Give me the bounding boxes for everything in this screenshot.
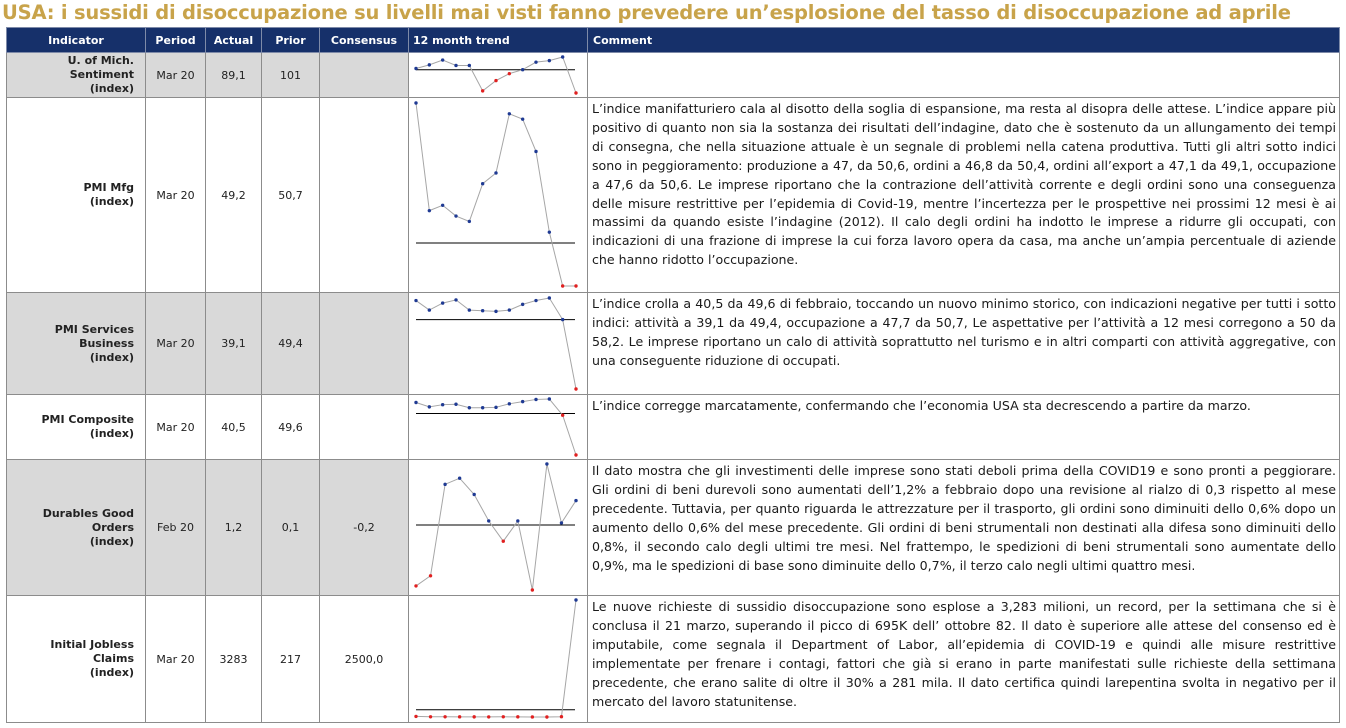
trend-point	[531, 715, 534, 718]
trend-point	[481, 406, 484, 409]
trend-point	[534, 150, 537, 153]
prior-cell: 50,7	[262, 98, 320, 293]
comment-cell	[588, 53, 1340, 98]
trend-point	[521, 400, 524, 403]
trend-point	[574, 453, 577, 456]
trend-cell	[409, 395, 588, 460]
trend-point	[521, 117, 524, 120]
consensus-cell	[320, 395, 409, 460]
trend-point	[428, 405, 431, 408]
indicator-cell	[7, 53, 146, 98]
trend-point	[443, 483, 446, 486]
consensus-cell: 2500,0	[320, 596, 409, 723]
trend-point	[454, 64, 457, 67]
header-consensus: Consensus	[320, 28, 409, 53]
trend-point	[502, 540, 505, 543]
sparkline-chart	[409, 98, 588, 293]
table-row	[7, 98, 1340, 293]
trend-point	[428, 308, 431, 311]
trend-point	[443, 715, 446, 718]
trend-cell	[409, 596, 588, 723]
indicator-name: PMI Services	[54, 322, 134, 336]
header-prior: Prior	[262, 28, 320, 53]
trend-point	[561, 413, 564, 416]
actual-cell: 3283	[206, 596, 262, 723]
trend-point	[548, 230, 551, 233]
indicator-name-line2: Claims	[92, 652, 134, 665]
indicator-cell	[7, 395, 146, 460]
trend-point	[561, 284, 564, 287]
trend-point	[521, 303, 524, 306]
trend-point	[468, 308, 471, 311]
actual-cell: 89,1	[206, 53, 262, 98]
trend-point	[454, 298, 457, 301]
trend-point	[414, 401, 417, 404]
indicator-unit: (index)	[89, 534, 134, 548]
trend-point	[472, 715, 475, 718]
indicator-name: U. of Mich. Sentiment	[67, 54, 134, 81]
header-comment: Comment	[588, 28, 1340, 53]
consensus-cell	[320, 53, 409, 98]
page-title: USA: i sussidi di disoccupazione su livelli mai visti fanno prevedere un’esplosione del tasso di disoccupazione ad aprile	[2, 1, 1291, 24]
actual-cell: 1,2	[206, 460, 262, 596]
trend-point	[560, 521, 563, 524]
comment-cell: L’indice manifatturiero cala al disotto della soglia di espansione, ma resta al disopra delle attese. L’indice appare più positivo di quanto non sia la sostanza dei risultati dell’indagine, dato che è sostenuto da un allungamento dei tempi di consegna, che nella situazione attuale è un segnale di problemi nella catena produttiva. Tutti gli altri sotto indici sono in peggioramento: produzione a 47, da 50,6, ordini a 46,8 da 50,4, ordini all’export a 47,1 da 49,1, occupazione a 47,6 da 50,6. Le imprese riportano che la contrazione dell’attività corrente e degli ordini sono una conseguenza delle misure restrittive per l’epidemia di Covid-19, mentre l’incertezza per le prospettive nei prossimi 12 mesi è ai massimi da quando esiste l’indagine (2012). Il calo degli ordini ha indotto le imprese a ridurre gli occupati, con indicazioni di una frazione di imprese la cui forza lavoro opera da casa, ma anche un’ampia percentuale di aziende che hanno ridotto l’occupazione.	[588, 98, 1340, 293]
period-cell: Mar 20	[146, 596, 206, 723]
actual-cell: 40,5	[206, 395, 262, 460]
indicator-unit: (index)	[89, 82, 134, 95]
consensus-cell	[320, 293, 409, 395]
trend-point	[441, 301, 444, 304]
trend-point	[441, 58, 444, 61]
trend-point	[534, 398, 537, 401]
trend-point	[574, 499, 577, 502]
trend-point	[414, 715, 417, 718]
trend-cell	[409, 293, 588, 395]
trend-point	[441, 204, 444, 207]
trend-point	[487, 715, 490, 718]
table-row	[7, 293, 1340, 395]
trend-point	[545, 715, 548, 718]
trend-point	[494, 171, 497, 174]
trend-point	[508, 72, 511, 75]
period-cell: Feb 20	[146, 460, 206, 596]
trend-point	[521, 68, 524, 71]
trend-point	[428, 209, 431, 212]
prior-cell: 101	[262, 53, 320, 98]
trend-point	[428, 63, 431, 66]
period-cell: Mar 20	[146, 293, 206, 395]
trend-point	[414, 101, 417, 104]
trend-point	[494, 79, 497, 82]
trend-point	[516, 519, 519, 522]
trend-point	[548, 59, 551, 62]
trend-point	[414, 584, 417, 587]
indicator-unit: (index)	[89, 427, 134, 440]
trend-point	[468, 64, 471, 67]
trend-point	[508, 112, 511, 115]
indicator-cell	[7, 460, 146, 596]
header-trend: 12 month trend	[409, 28, 588, 53]
indicator-unit: (index)	[89, 350, 134, 364]
trend-cell	[409, 53, 588, 98]
indicator-name: Durables Good	[42, 506, 134, 520]
trend-point	[561, 318, 564, 321]
comment-cell: L’indice corregge marcatamente, confermando che l’economia USA sta decrescendo a partire da marzo.	[588, 395, 1340, 460]
trend-point	[494, 406, 497, 409]
prior-cell: 217	[262, 596, 320, 723]
trend-point	[545, 462, 548, 465]
header-period: Period	[146, 28, 206, 53]
actual-cell: 49,2	[206, 98, 262, 293]
comment-cell: Il dato mostra che gli investimenti delle imprese sono stati deboli prima della COVID19 e sono pronti a peggiorare. Gli ordini di beni durevoli sono aumentati dell’1,2% a febbraio dopo una revisione al rialzo di 0,3 rispetto al mese precedente. Tuttavia, per quanto riguarda le attrezzature per il trasporto, gli ordini sono diminuiti dello 0,6% dopo un aumento dello 0,6% del mese precedente. Gli ordini di beni strumentali non destinati alla difesa sono diminuiti dello 0,8%, il secondo calo degli ultimi tre mesi. Nel frattempo, le spedizioni di beni strumentali sono aumentate dello 0,9%, ma le spedizioni di base sono diminuite dello 0,7%, il terzo calo negli ultimi quattro mesi.	[588, 460, 1340, 596]
table-row	[7, 53, 1340, 98]
trend-point	[458, 715, 461, 718]
indicator-name: PMI Mfg	[83, 181, 134, 194]
prior-cell: 0,1	[262, 460, 320, 596]
sparkline-chart	[409, 596, 588, 723]
trend-point	[531, 588, 534, 591]
trend-point	[534, 60, 537, 63]
trend-point	[516, 715, 519, 718]
trend-point	[454, 403, 457, 406]
consensus-cell	[320, 98, 409, 293]
trend-point	[441, 403, 444, 406]
indicator-name-line2: Orders	[91, 520, 134, 534]
trend-point	[429, 715, 432, 718]
trend-point	[560, 715, 563, 718]
indicator-name: PMI Composite	[41, 413, 134, 426]
trend-point	[494, 310, 497, 313]
trend-point	[481, 89, 484, 92]
trend-point	[429, 574, 432, 577]
header-actual: Actual	[206, 28, 262, 53]
trend-point	[574, 91, 577, 94]
trend-point	[481, 182, 484, 185]
trend-point	[468, 406, 471, 409]
indicator-name-line2: Business	[79, 336, 134, 350]
trend-point	[472, 493, 475, 496]
period-cell: Mar 20	[146, 53, 206, 98]
prior-cell: 49,4	[262, 293, 320, 395]
indicator-unit: (index)	[89, 666, 134, 679]
sparkline-chart	[409, 53, 588, 98]
period-cell: Mar 20	[146, 395, 206, 460]
sparkline-chart	[409, 293, 588, 395]
period-cell: Mar 20	[146, 98, 206, 293]
trend-point	[574, 284, 577, 287]
trend-cell	[409, 98, 588, 293]
prior-cell: 49,6	[262, 395, 320, 460]
sparkline-chart	[409, 460, 588, 596]
indicator-cell	[7, 98, 146, 293]
trend-point	[458, 477, 461, 480]
trend-point	[454, 214, 457, 217]
sparkline-chart	[409, 395, 588, 460]
trend-line	[416, 57, 576, 93]
comment-cell: Le nuove richieste di sussidio disoccupazione sono esplose a 3,283 milioni, un record, per la settimana che si è conclusa il 21 marzo, superando il picco di 695K dell’ ottobre 82. Il dato è superiore alle attese del consenso ed è imputabile, come segnala il Department of Labor, all’epidemia di COVID-19 e quindi alle misure restrittive implementate per frenare i contagi, fattori che già si erano in parte manifestati sulle richieste della settimana precedente, che erano salite di oltre il 30% a 281 mila. Il dato certifica quindi larepentina svolta in negativo per il mercato del lavoro statunitense.	[588, 596, 1340, 723]
trend-point	[574, 387, 577, 390]
comment-cell: L’indice crolla a 40,5 da 49,6 di febbraio, toccando un nuovo minimo storico, con indicazioni negative per tutti i sotto indici: attività a 39,1 da 49,4, occupazione a 47,7 da 50,7, Le aspettative per l’attività a 12 mesi corregono a 50 da 58,2. Le imprese riportano un calo di attività soprattutto nel turismo e in altri comparti con attività aggregative, con una conseguente riduzione di occupati.	[588, 293, 1340, 395]
indicator-cell	[7, 596, 146, 723]
actual-cell: 39,1	[206, 293, 262, 395]
indicator-name: Initial Jobless	[50, 638, 134, 651]
trend-point	[468, 220, 471, 223]
trend-point	[414, 67, 417, 70]
trend-cell	[409, 460, 588, 596]
table-row	[7, 395, 1340, 460]
trend-point	[508, 308, 511, 311]
trend-line	[416, 464, 576, 590]
indicator-unit: (index)	[89, 195, 134, 208]
trend-point	[414, 299, 417, 302]
indicators-table	[6, 27, 1340, 723]
table-row	[7, 460, 1340, 596]
trend-point	[481, 309, 484, 312]
consensus-cell: -0,2	[320, 460, 409, 596]
trend-point	[548, 397, 551, 400]
trend-point	[487, 519, 490, 522]
trend-point	[534, 299, 537, 302]
trend-point	[561, 55, 564, 58]
trend-point	[508, 402, 511, 405]
trend-line	[416, 103, 576, 286]
trend-point	[502, 715, 505, 718]
header-indicator: Indicator	[7, 28, 146, 53]
table-row	[7, 596, 1340, 723]
table-header-row	[7, 28, 1340, 53]
trend-point	[574, 598, 577, 601]
indicator-cell	[7, 293, 146, 395]
trend-line	[416, 600, 576, 717]
trend-point	[548, 296, 551, 299]
